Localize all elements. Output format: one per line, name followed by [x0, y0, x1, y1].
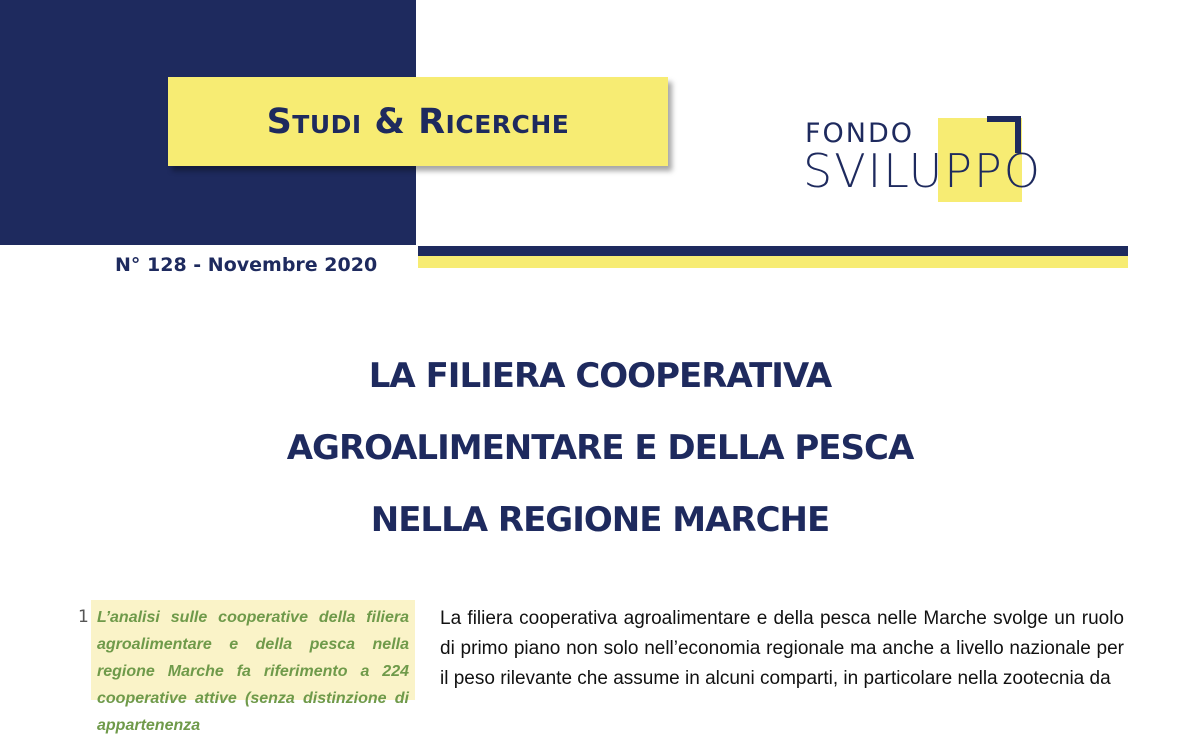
footnote-text: L’analisi sulle cooperative della filiera agroalimentare e della pesca nella regione Marche fa riferimento a 224 cooperative attive (senza distinzione di appartenenza: [97, 609, 409, 734]
masthead-title: Studi & Ricerche: [266, 101, 570, 142]
document-title: [0, 340, 1200, 556]
title-line-1: LA FILIERA COOPERATIVA: [368, 356, 832, 396]
issue-number: N° 128 - Novembre 2020: [115, 254, 378, 276]
body-paragraph: La filiera cooperativa agroalimentare e della pesca nelle Marche svolge un ruolo di primo piano non solo nell’economia regionale ma anche a livello nazionale per il peso rilevante che assume in alcuni comparti, in particolare nella zootecnia da: [440, 608, 1124, 689]
masthead-label: [168, 77, 668, 166]
logo-text-line1: FONDO: [805, 118, 915, 149]
logo-text-line2: SVILUPPO: [803, 144, 1042, 198]
body-column: [440, 604, 1124, 700]
title-line-2: AGROALIMENTARE E DELLA PESCA: [286, 428, 914, 468]
footnote-sidebar: [91, 600, 415, 734]
header-rule-navy: [418, 246, 1128, 256]
footnote-number: 1: [78, 607, 89, 627]
fondo-sviluppo-logo: [805, 110, 1115, 210]
header-rule-yellow: [418, 256, 1128, 268]
title-line-3: NELLA REGIONE MARCHE: [370, 500, 830, 540]
